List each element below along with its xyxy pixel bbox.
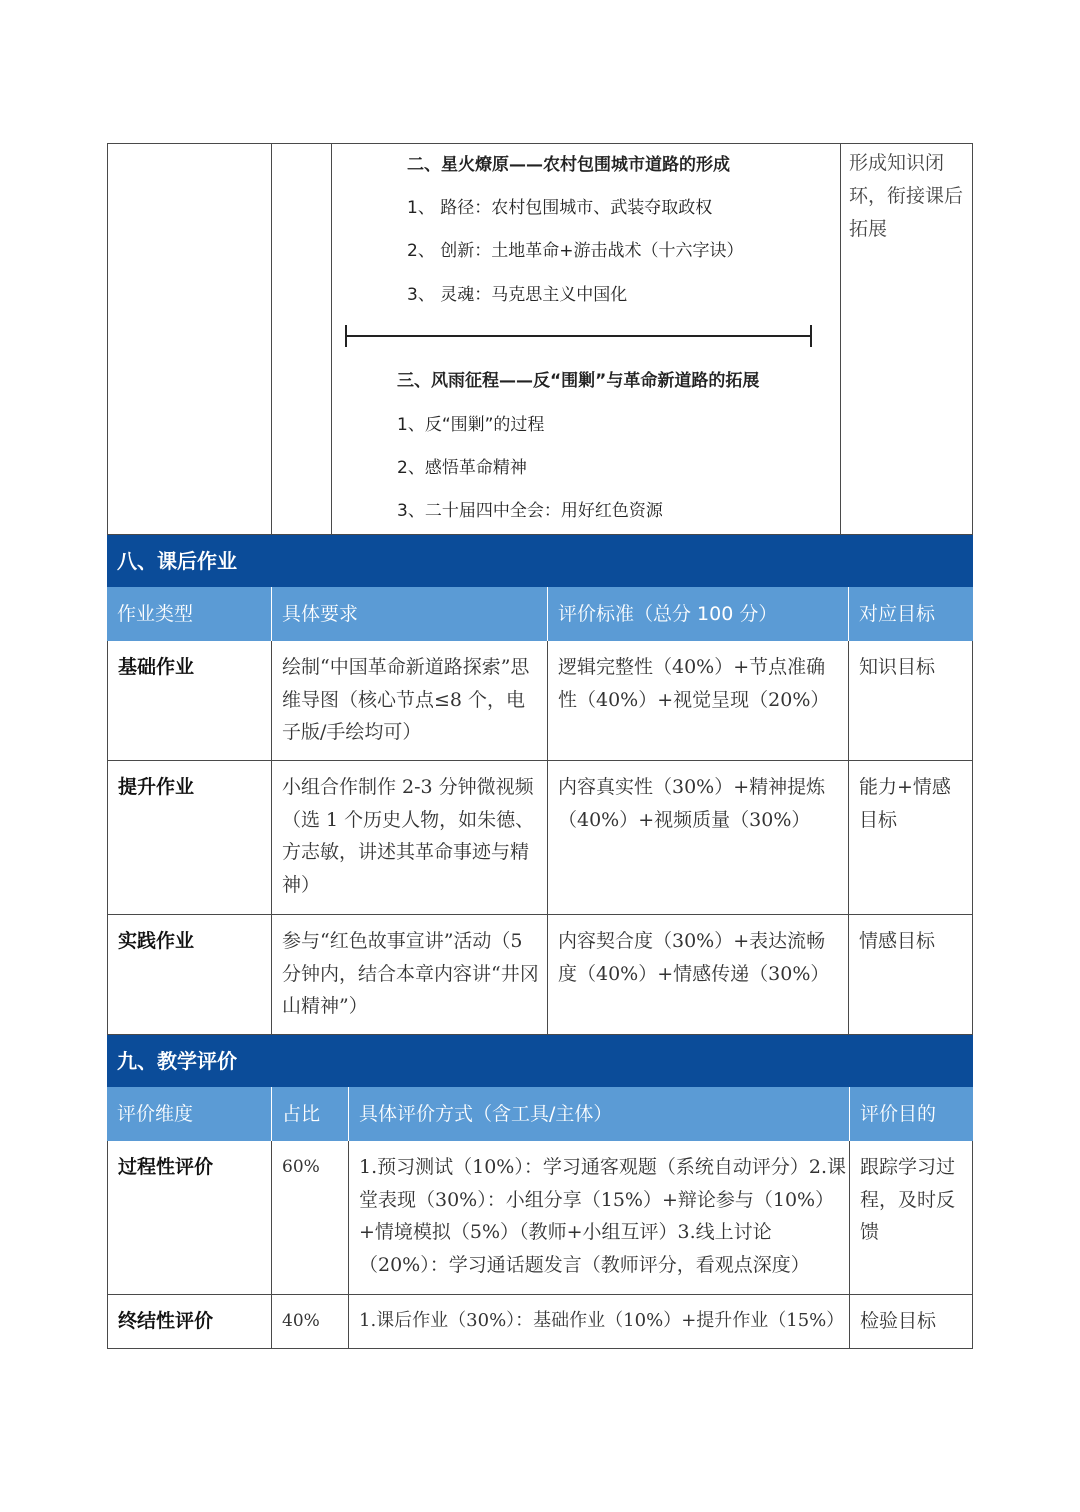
homework-header-row bbox=[107, 587, 973, 641]
homework-row-3-criteria: 内容契合度（30%）+表达流畅度（40%）+情感传递（30%） bbox=[547, 915, 849, 1035]
homework-row-3-goal: 情感目标 bbox=[848, 915, 973, 1035]
homework-row-2-type: 提升作业 bbox=[107, 761, 272, 915]
evaluation-row-1-dimension: 过程性评价 bbox=[107, 1141, 272, 1295]
section3-item-3: 3、二十届四中全会：用好红色资源 bbox=[397, 501, 663, 521]
top-note-cell bbox=[840, 143, 973, 535]
divider-tick-left bbox=[345, 325, 347, 347]
homework-row-1-criteria: 逻辑完整性（40%）+节点准确性（40%）+视觉呈现（20%） bbox=[547, 641, 849, 761]
evaluation-row-1-ratio: 60% bbox=[271, 1141, 349, 1295]
evaluation-row-2-method: 1.课后作业（30%）：基础作业（10%）+提升作业（15%） bbox=[348, 1295, 850, 1349]
top-col-2 bbox=[271, 143, 332, 535]
top-col-1 bbox=[107, 143, 272, 535]
section2-item-2: 2、 创新：土地革命+游击战术（十六字诀） bbox=[407, 241, 744, 261]
evaluation-header-dimension: 评价维度 bbox=[107, 1087, 272, 1141]
homework-row-1-type: 基础作业 bbox=[107, 641, 272, 761]
homework-header-type: 作业类型 bbox=[107, 587, 272, 641]
evaluation-header-ratio: 占比 bbox=[272, 1087, 349, 1141]
evaluation-header-purpose: 评价目的 bbox=[860, 1103, 937, 1125]
homework-row-1-goal: 知识目标 bbox=[848, 641, 973, 761]
top-content-cell bbox=[331, 143, 841, 535]
section3-item-1: 1、反“围剿”的过程 bbox=[397, 415, 545, 435]
evaluation-section-title: 九、教学评价 bbox=[107, 1035, 973, 1087]
homework-header-goal: 对应目标 bbox=[859, 603, 936, 625]
homework-row-2-criteria: 内容真实性（30%）+精神提炼（40%）+视频质量（30%） bbox=[547, 761, 849, 915]
homework-row-1-requirement: 绘制“中国革命新道路探索”思维导图（核心节点≤8 个，电子版/手绘均可） bbox=[271, 641, 548, 761]
evaluation-row-2-dimension: 终结性评价 bbox=[107, 1295, 272, 1349]
evaluation-header-method: 具体评价方式（含工具/主体） bbox=[349, 1087, 850, 1141]
evaluation-row-2-ratio: 40% bbox=[271, 1295, 349, 1349]
evaluation-header-row bbox=[107, 1087, 973, 1141]
homework-section-title: 八、课后作业 bbox=[107, 535, 973, 587]
section3-item-2: 2、感悟革命精神 bbox=[397, 458, 527, 478]
section3-title: 三、风雨征程——反“围剿”与革命新道路的拓展 bbox=[397, 371, 760, 391]
evaluation-row-1-purpose: 跟踪学习过程，及时反馈 bbox=[849, 1141, 973, 1295]
homework-row-2-goal: 能力+情感目标 bbox=[848, 761, 973, 915]
section2-item-1: 1、 路径：农村包围城市、武装夺取政权 bbox=[407, 198, 713, 218]
homework-header-criteria: 评价标准（总分 100 分） bbox=[548, 587, 849, 641]
right-note: 形成知识闭环，衔接课后拓展 bbox=[849, 152, 964, 240]
section2-item-3: 3、 灵魂：马克思主义中国化 bbox=[407, 285, 628, 305]
homework-row-3-requirement: 参与“红色故事宣讲”活动（5 分钟内，结合本章内容讲“井冈山精神”） bbox=[271, 915, 548, 1035]
homework-header-requirement: 具体要求 bbox=[272, 587, 548, 641]
homework-row-3-type: 实践作业 bbox=[107, 915, 272, 1035]
divider-tick-right bbox=[810, 325, 812, 347]
divider-line bbox=[345, 335, 811, 337]
homework-row-2-requirement: 小组合作制作 2-3 分钟微视频（选 1 个历史人物，如朱德、方志敏，讲述其革命事迹与精神） bbox=[271, 761, 548, 915]
evaluation-row-2-purpose: 检验目标 bbox=[849, 1295, 973, 1349]
section2-title: 二、星火燎原——农村包围城市道路的形成 bbox=[407, 155, 730, 175]
evaluation-row-1-method: 1.预习测试（10%）：学习通客观题（系统自动评分）2.课堂表现（30%）：小组分享（15%）+辩论参与（10%）+情境模拟（5%）（教师+小组互评）3.线上讨论（20%）：学习通话题发言（教师评分，看观点深度） bbox=[348, 1141, 850, 1295]
